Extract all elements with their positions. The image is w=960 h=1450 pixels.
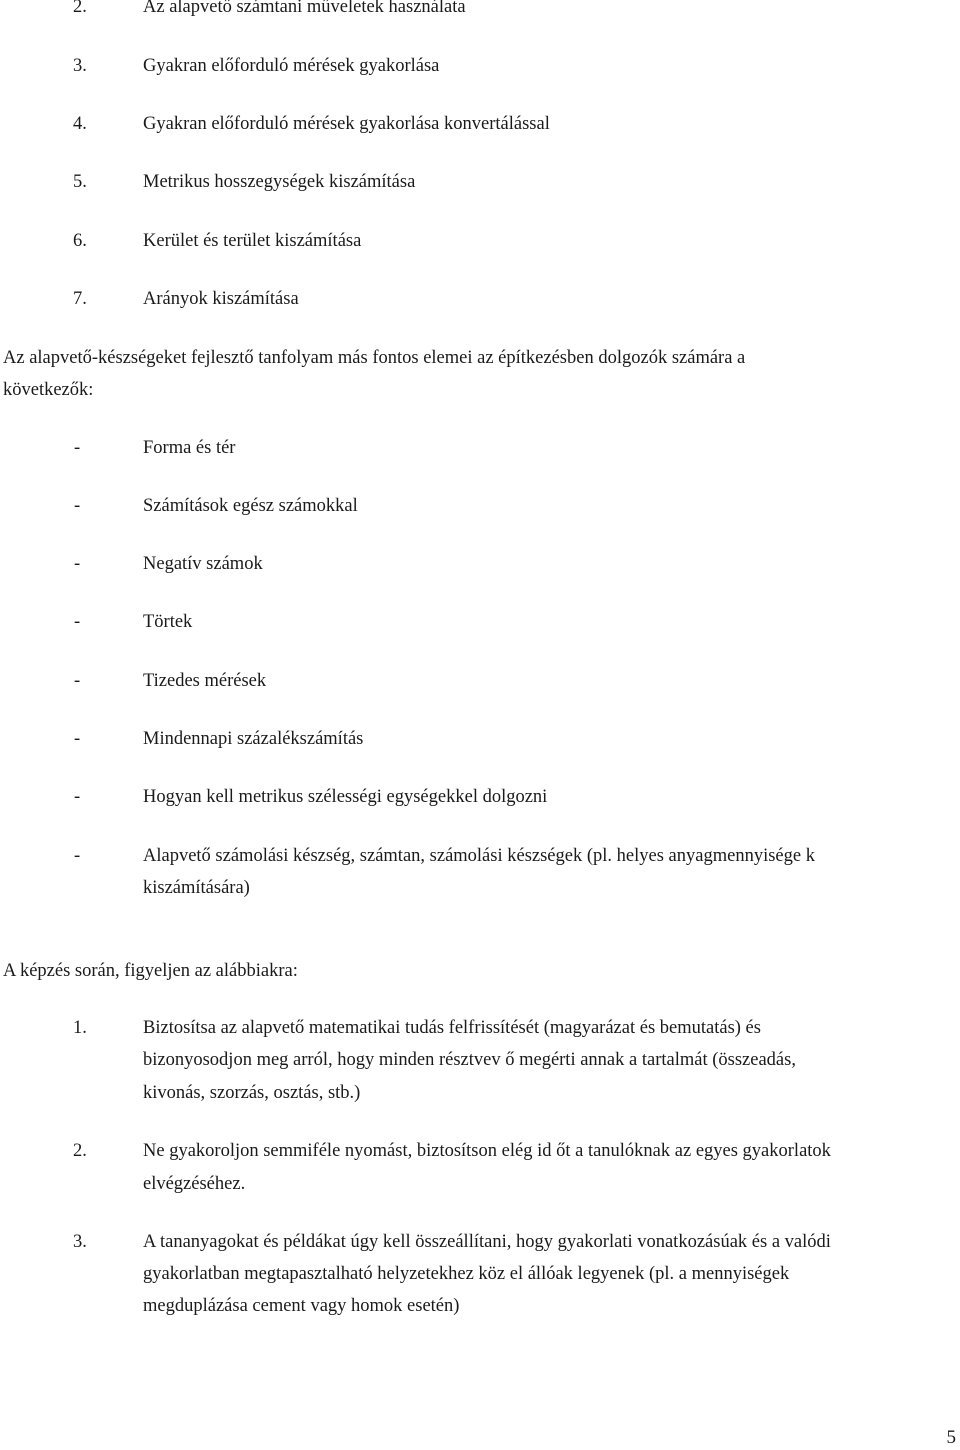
list-item-text: megduplázása cement vagy homok esetén) <box>143 1296 460 1316</box>
intro-line: Az alapvető-készségeket fejlesztő tanfolyam más fontos elemei az építkezésben dolgozók számára a <box>3 348 746 368</box>
list-item-text: Negatív számok <box>143 554 263 574</box>
list-dash: - <box>74 496 81 516</box>
list-dash: - <box>74 787 81 807</box>
list-item-text: Arányok kiszámítása <box>143 289 299 309</box>
list-item-text: Biztosítsa az alapvető matematikai tudás felfrissítését (magyarázat és bemutatás) és <box>143 1018 761 1038</box>
list-item-number: 3. <box>73 56 87 76</box>
list-item-text: Tizedes mérések <box>143 671 267 691</box>
list-item-number: 7. <box>73 289 87 309</box>
list-dash: - <box>74 729 81 749</box>
list-item-number: 4. <box>73 114 87 134</box>
list-item-text: Az alapvető számtani műveletek használata <box>143 0 466 17</box>
list-item-text: elvégzéséhez. <box>143 1174 246 1194</box>
list-dash: - <box>74 612 81 632</box>
list-dash: - <box>74 554 81 574</box>
list-item-number: 1. <box>73 1018 87 1038</box>
list-item-number: 2. <box>73 0 87 17</box>
list-item-text: Számítások egész számokkal <box>143 496 358 516</box>
list-item-number: 2. <box>73 1141 87 1161</box>
list-dash: - <box>74 438 81 458</box>
list-item-text: A tananyagokat és példákat úgy kell összeállítani, hogy gyakorlati vonatkozásúak és a valódi <box>143 1232 831 1252</box>
list-item-text: Kerület és terület kiszámítása <box>143 231 362 251</box>
list-dash: - <box>74 846 81 866</box>
list-item-text: Metrikus hosszegységek kiszámítása <box>143 172 416 192</box>
list-item-text: Törtek <box>143 612 193 632</box>
list-item-text: Gyakran előforduló mérések gyakorlása konvertálással <box>143 114 550 134</box>
list-item-text: Ne gyakoroljon semmiféle nyomást, biztosítson elég id őt a tanulóknak az egyes gyakorlatok <box>143 1141 831 1161</box>
list-item-text: kiszámítására) <box>143 878 250 898</box>
list-item-number: 6. <box>73 231 87 251</box>
list-item-number: 3. <box>73 1232 87 1252</box>
list-item-number: 5. <box>73 172 87 192</box>
list-item-text: Mindennapi százalékszámítás <box>143 729 364 749</box>
list-item-text: Hogyan kell metrikus szélességi egységekkel dolgozni <box>143 787 548 807</box>
training-heading: A képzés során, figyeljen az alábbiakra: <box>3 961 298 981</box>
list-item-text: Alapvető számolási készség, számtan, számolási készségek (pl. helyes anyagmennyisége k <box>143 846 815 866</box>
list-item-text: Gyakran előforduló mérések gyakorlása <box>143 56 440 76</box>
list-dash: - <box>74 671 81 691</box>
list-item-text: kivonás, szorzás, osztás, stb.) <box>143 1083 361 1103</box>
list-item-text: Forma és tér <box>143 438 236 458</box>
list-item-text: bizonyosodjon meg arról, hogy minden résztvev ő megérti annak a tartalmát (összeadás, <box>143 1050 796 1070</box>
intro-line: következők: <box>3 380 94 400</box>
page-number: 5 <box>946 1427 956 1448</box>
list-item-text: gyakorlatban megtapasztalható helyzetekhez köz el állóak legyenek (pl. a mennyiségek <box>143 1264 790 1284</box>
